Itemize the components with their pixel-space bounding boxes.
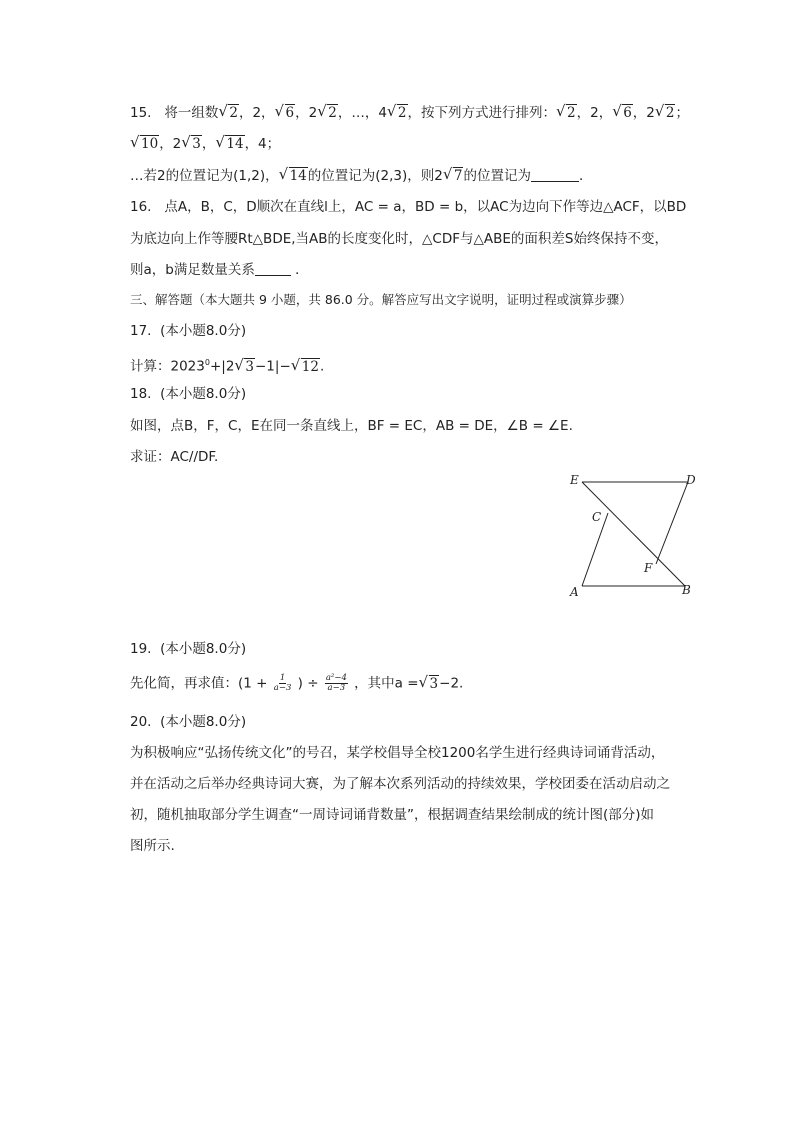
label-B: B: [682, 583, 691, 597]
q19-body: 先化简，再求值：(1 + $\frac{1}{a-3}$ ) ÷ $\frac{\text{a²−4}}{a-3}$ ，其中a =√ 3−2.: [130, 674, 463, 693]
q20-line1: 为积极响应“弘扬传统文化”的号召，某学校倡导全校1200名学生进行经典诗词诵背活动，: [130, 745, 665, 761]
q18-header: 18. (本小题8.0分): [130, 386, 247, 402]
q19-header: 19. (本小题8.0分): [130, 641, 247, 657]
q20-line2: 并在活动之后举办经典诗词大赛，为了解本次系列活动的持续效果，学校团委在活动启动之: [130, 776, 670, 792]
label-E: E: [570, 473, 579, 487]
q17-header: 17. (本小题8.0分): [130, 323, 247, 339]
q16-line1: 16. 点A，B，C，D顺次在直线l上，AC = a，BD = b，以AC为边向下作等边△ACF，以BD: [130, 199, 687, 215]
label-D: D: [686, 473, 696, 487]
segment-EB: [582, 482, 685, 586]
geometry-figure: [560, 466, 710, 606]
q18-line2: 求证：AC//DF.: [130, 449, 219, 465]
q16-line2: 为底边向上作等腰Rt△BDE,当AB的长度变化时，△CDF与△ABE的面积差S始终保持不变，: [130, 231, 668, 247]
q20-line3: 初，随机抽取部分学生调查“一周诗词诵背数量”，根据调查结果绘制成的统计图(部分)如: [130, 807, 655, 823]
label-F: F: [644, 561, 653, 575]
q15-line2: √ 10，2√ 3，√ 14，4；: [130, 135, 280, 153]
answer-blank: [531, 167, 579, 182]
label-A: A: [570, 585, 579, 599]
q15-line1: 15. 将一组数√ 2，2，√ 6，2√ 2，…，4√ 2，按下列方式进行排列：√ 2，2，√ 6，2√ 2；: [130, 104, 689, 122]
q18-line1: 如图，点B，F，C，E在同一条直线上，BF = EC，AB = DE，∠B = ∠E.: [130, 418, 573, 434]
answer-blank: [255, 261, 291, 276]
q15-number: 15.: [130, 105, 152, 121]
q20-header: 20. (本小题8.0分): [130, 714, 247, 730]
q15-line3: …若2的位置记为(1,2)，√ 14的位置记为(2,3)，则2√ 7的位置记为 ．: [130, 167, 592, 185]
label-C: C: [592, 510, 602, 524]
section-title: 三、解答题（本大题共 9 小题，共 86.0 分。解答应写出文字说明，证明过程或演算步骤）: [130, 292, 632, 307]
q20-line4: 图所示.: [130, 838, 175, 854]
q16-line3: 则a，b满足数量关系 ．: [130, 262, 309, 278]
q17-body: 计算：$2023^0+|2√$ 3−1|−√ 12.: [130, 354, 324, 376]
q16-number: 16.: [130, 199, 152, 215]
segment-DF: [656, 482, 688, 564]
fraction: $\frac{1}{a-3}$: [273, 673, 292, 693]
fraction: $\frac{\text{a²−4}}{a-3}$: [325, 673, 347, 693]
